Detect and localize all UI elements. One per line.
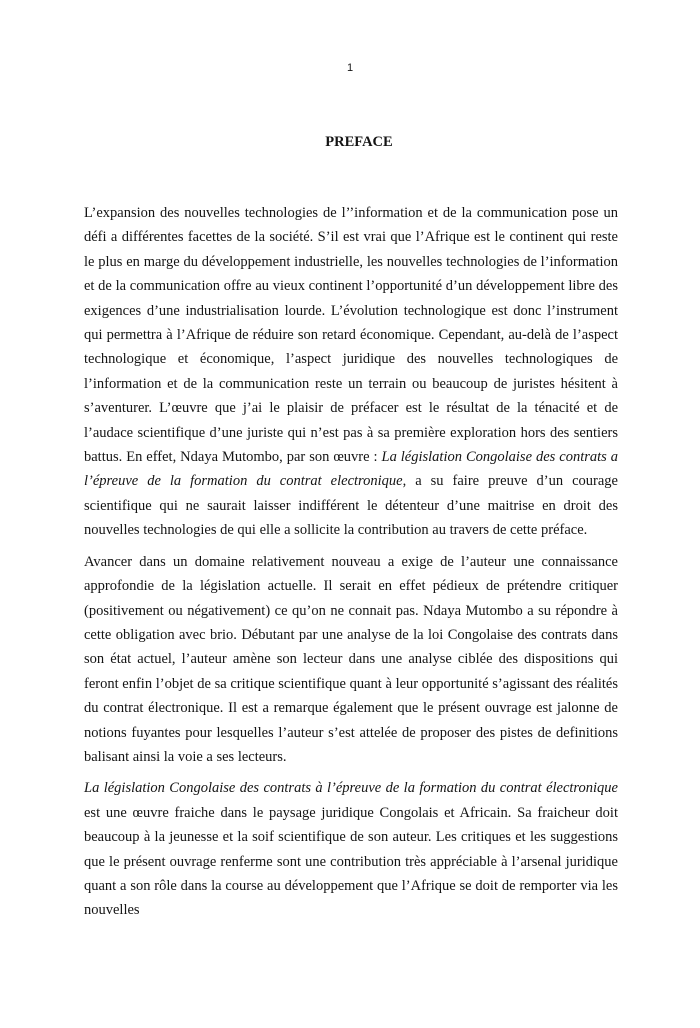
body-text — [84, 201, 618, 930]
page-title: PREFACE — [325, 134, 393, 150]
paragraph-3 — [84, 776, 618, 922]
paragraph-1-text-2: , a su faire preuve d’un courage scientifique qui ne saurait laisser indifférent le détenteur d’une maitrise en droit des nouvelles technologies de qui elle a sollicite la contribution au travers de cette préface. — [84, 473, 618, 539]
paragraph-1 — [84, 201, 618, 543]
page-number: 1 — [346, 62, 354, 74]
paragraph-2-text: Avancer dans un domaine relativement nouveau a exige de l’auteur une connaissance approfondie de la législation actuelle. Il serait en effet pédieux de prétendre critiquer (positivement ou négativement) ce qu’on ne connait pas. Ndaya Mutombo a su répondre à cette obligation avec brio. Débutant par une analyse de la loi Congolaise des contrats dans son état actuel, l’auteur amène son lecteur dans une analyse ciblée des dispositions qui feront enfin l’objet de sa critique scientifique quant à leur opportunité s’agissant des réalités du contrat électronique. Il est a remarque également que le présent ouvrage est jalonne de notions fuyantes pour lesquelles l’auteur s’est attelée de proposer des pistes de definitions balisant ainsi la voie a ses lecteurs. — [84, 553, 618, 765]
paragraph-3-book-title: La législation Congolaise des contrats à l’épreuve de la formation du contrat électronique — [84, 780, 618, 797]
paragraph-2 — [84, 550, 618, 770]
paragraph-1-book-title: La législation Congolaise des contrats a l’épreuve de la formation du contrat electronique — [84, 449, 618, 490]
paragraph-3-text: est une œuvre fraiche dans le paysage juridique Congolais et Africain. Sa fraicheur doit beaucoup à la jeunesse et la soif scientifique de son auteur. Les critiques et les suggestions que le présent ouvrage renferme sont une contribution très appréciable à l’arsenal juridique quant a son rôle dans la course au développement que l’Afrique se doit de remporter via les nouvelles — [84, 804, 618, 919]
paragraph-1-text-1: L’expansion des nouvelles technologies de l’’information et de la communication pose un défi a différentes facettes de la société. S’il est vrai que l’Afrique est le continent qui reste le plus en marge du développement industrielle, les nouvelles technologies de l’information et de la communication offre au vieux continent l’opportunité d’un développement libre des exigences d’une industrialisation lourde. L’évolution technologique est donc l’instrument qui permettra à l’Afrique de réduire son retard économique. Cependant, au-delà de l’aspect technologique et économique, l’aspect juridique des nouvelles technologiques de l’information et de la communication reste un terrain ou beaucoup de juristes hésitent à s’aventurer. L’œuvre que j’ai le plaisir de préfacer est le résultat de la ténacité et de l’audace scientifique d’une juriste qui n’est pas à sa première exploration hors des sentiers battus. En effet, Ndaya Mutombo, par son œuvre : — [84, 205, 618, 466]
